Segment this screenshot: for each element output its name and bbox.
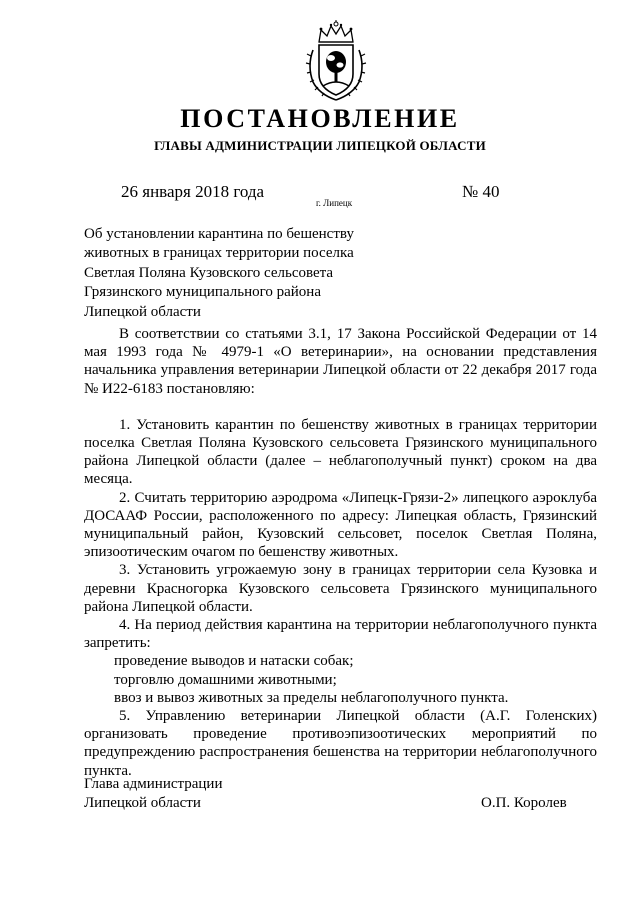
item-4-subitem: проведение выводов и натаски собак;: [114, 653, 354, 670]
signature-name: О.П. Королев: [481, 795, 567, 811]
item-4-subitem: ввоз и вывоз животных за пределы неблагополучного пункта.: [114, 689, 509, 706]
preamble-paragraph: В соответствии со статьями 3.1, 17 Закона Российской Федерации от 14 мая 1993 года № 4979-1 «О ветеринарии», на основании представления начальника управления ветеринарии Липецкой области от 22 декабря 2017 года № И22-6183 постановляю:: [84, 326, 597, 397]
document-subtitle: ГЛАВЫ АДМИНИСТРАЦИИ ЛИПЕЦКОЙ ОБЛАСТИ: [154, 138, 486, 153]
item-4-paragraph: 4. На период действия карантина на территории неблагополучного пункта запретить:: [84, 617, 597, 652]
item-5-paragraph: 5. Управлению ветеринарии Липецкой области (А.Г. Голенских) организовать проведение противоэпизоотических мероприятий по предупреждению распространения бешенства на территории неблагополучного пункта.: [84, 708, 597, 779]
signature-position-line2: Липецкой области: [84, 795, 201, 811]
document-number: № 40: [462, 182, 500, 201]
coat-of-arms-icon: [305, 20, 367, 102]
subject-line: Липецкой области: [84, 303, 201, 320]
subject-line: Грязинского муниципального района: [84, 284, 321, 301]
item-4-subitem: торговлю домашними животными;: [114, 671, 337, 688]
subject-line: Светлая Поляна Кузовского сельсовета: [84, 264, 334, 281]
document-city: г. Липецк: [316, 198, 353, 208]
signature-position-line1: Глава администрации: [84, 776, 223, 792]
document-date: 26 января 2018 года: [121, 182, 265, 201]
item-1-paragraph: 1. Установить карантин по бешенству животных в границах территории поселка Светлая Поляна Кузовского сельсовета Грязинского муниципального района Липецкой области (далее – неблагополучный пункт) сроком на два месяца.: [84, 416, 597, 488]
item-2-paragraph: 2. Считать территорию аэродрома «Липецк-Грязи-2» липецкого аэроклуба ДОСААФ России, расположенного по адресу: Липецкая область, Грязинский муниципальный район, Кузовский сельсовет, поселок Светлая Поляна, эпизоотическим очагом по бешенству животных.: [84, 489, 597, 561]
item-3-paragraph: 3. Установить угрожаемую зону в границах территории села Кузовка и деревни Красногорка Кузовского сельсовета Грязинского муниципального района Липецкой области.: [84, 562, 597, 615]
subject-line: Об установлении карантина по бешенству: [84, 226, 354, 242]
document-title: ПОСТАНОВЛЕНИЕ: [180, 104, 460, 133]
document-body: [84, 325, 597, 780]
subject-line: животных в границах территории поселка: [84, 245, 354, 262]
document-subject: [84, 225, 384, 322]
